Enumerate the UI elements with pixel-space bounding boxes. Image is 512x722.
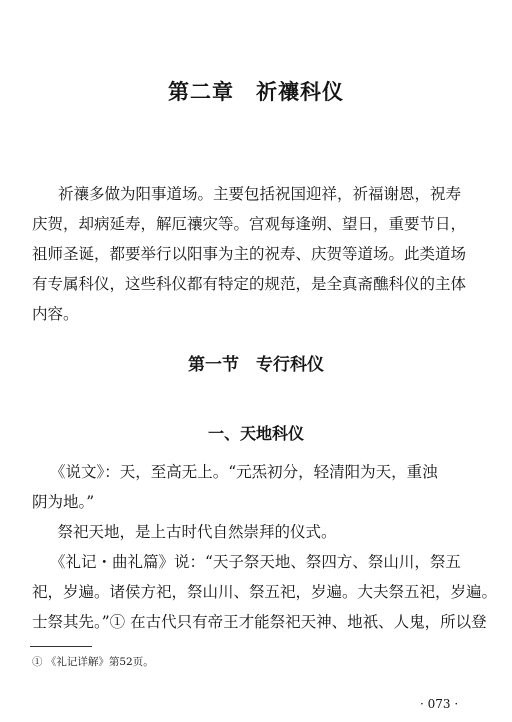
- intro-line: 祖师圣诞，都要举行以阳事为主的祝寿、庆贺等道场。此类道场: [32, 245, 467, 263]
- subsection-title: 一、天地科仪: [207, 424, 304, 443]
- page-number: · 073 ·: [420, 697, 459, 711]
- intro-line: 庆贺，却病延寿，解厄禳灾等。宫观每逢朔、望日，重要节日，: [32, 215, 467, 233]
- body-line: 阴为地。”: [32, 493, 95, 511]
- body-line: 《说文》：天，至高无上。“元炁初分，轻清阳为天，重浊: [50, 463, 438, 481]
- footnote-divider: [30, 646, 92, 647]
- intro-line: 内容。: [32, 305, 79, 323]
- section-title: 第一节 专行科仪: [188, 355, 324, 375]
- body-line: 《礼记・曲礼篇》说：“天子祭天地、祭四方、祭山川，祭五: [50, 553, 461, 571]
- body-line: 祀，岁遍。诸侯方祀，祭山川、祭五祀，岁遍。大夫祭五祀，岁遍。: [32, 583, 498, 601]
- body-line: 士祭其先。”① 在古代只有帝王才能祭祀天神、地祇、人鬼，所以登: [32, 613, 487, 631]
- chapter-title: 第二章 祈禳科仪: [168, 80, 344, 104]
- intro-line: 有专属科仪，这些科仪都有特定的规范，是全真斋醮科仪的主体: [32, 275, 467, 293]
- body-line: 祭祀天地，是上古时代自然崇拜的仪式。: [42, 523, 337, 541]
- footnote: ① 《礼记详解》第52页。: [32, 656, 154, 668]
- intro-line: 祈禳多做为阳事道场。主要包括祝国迎祥，祈福谢恩，祝寿: [58, 185, 462, 203]
